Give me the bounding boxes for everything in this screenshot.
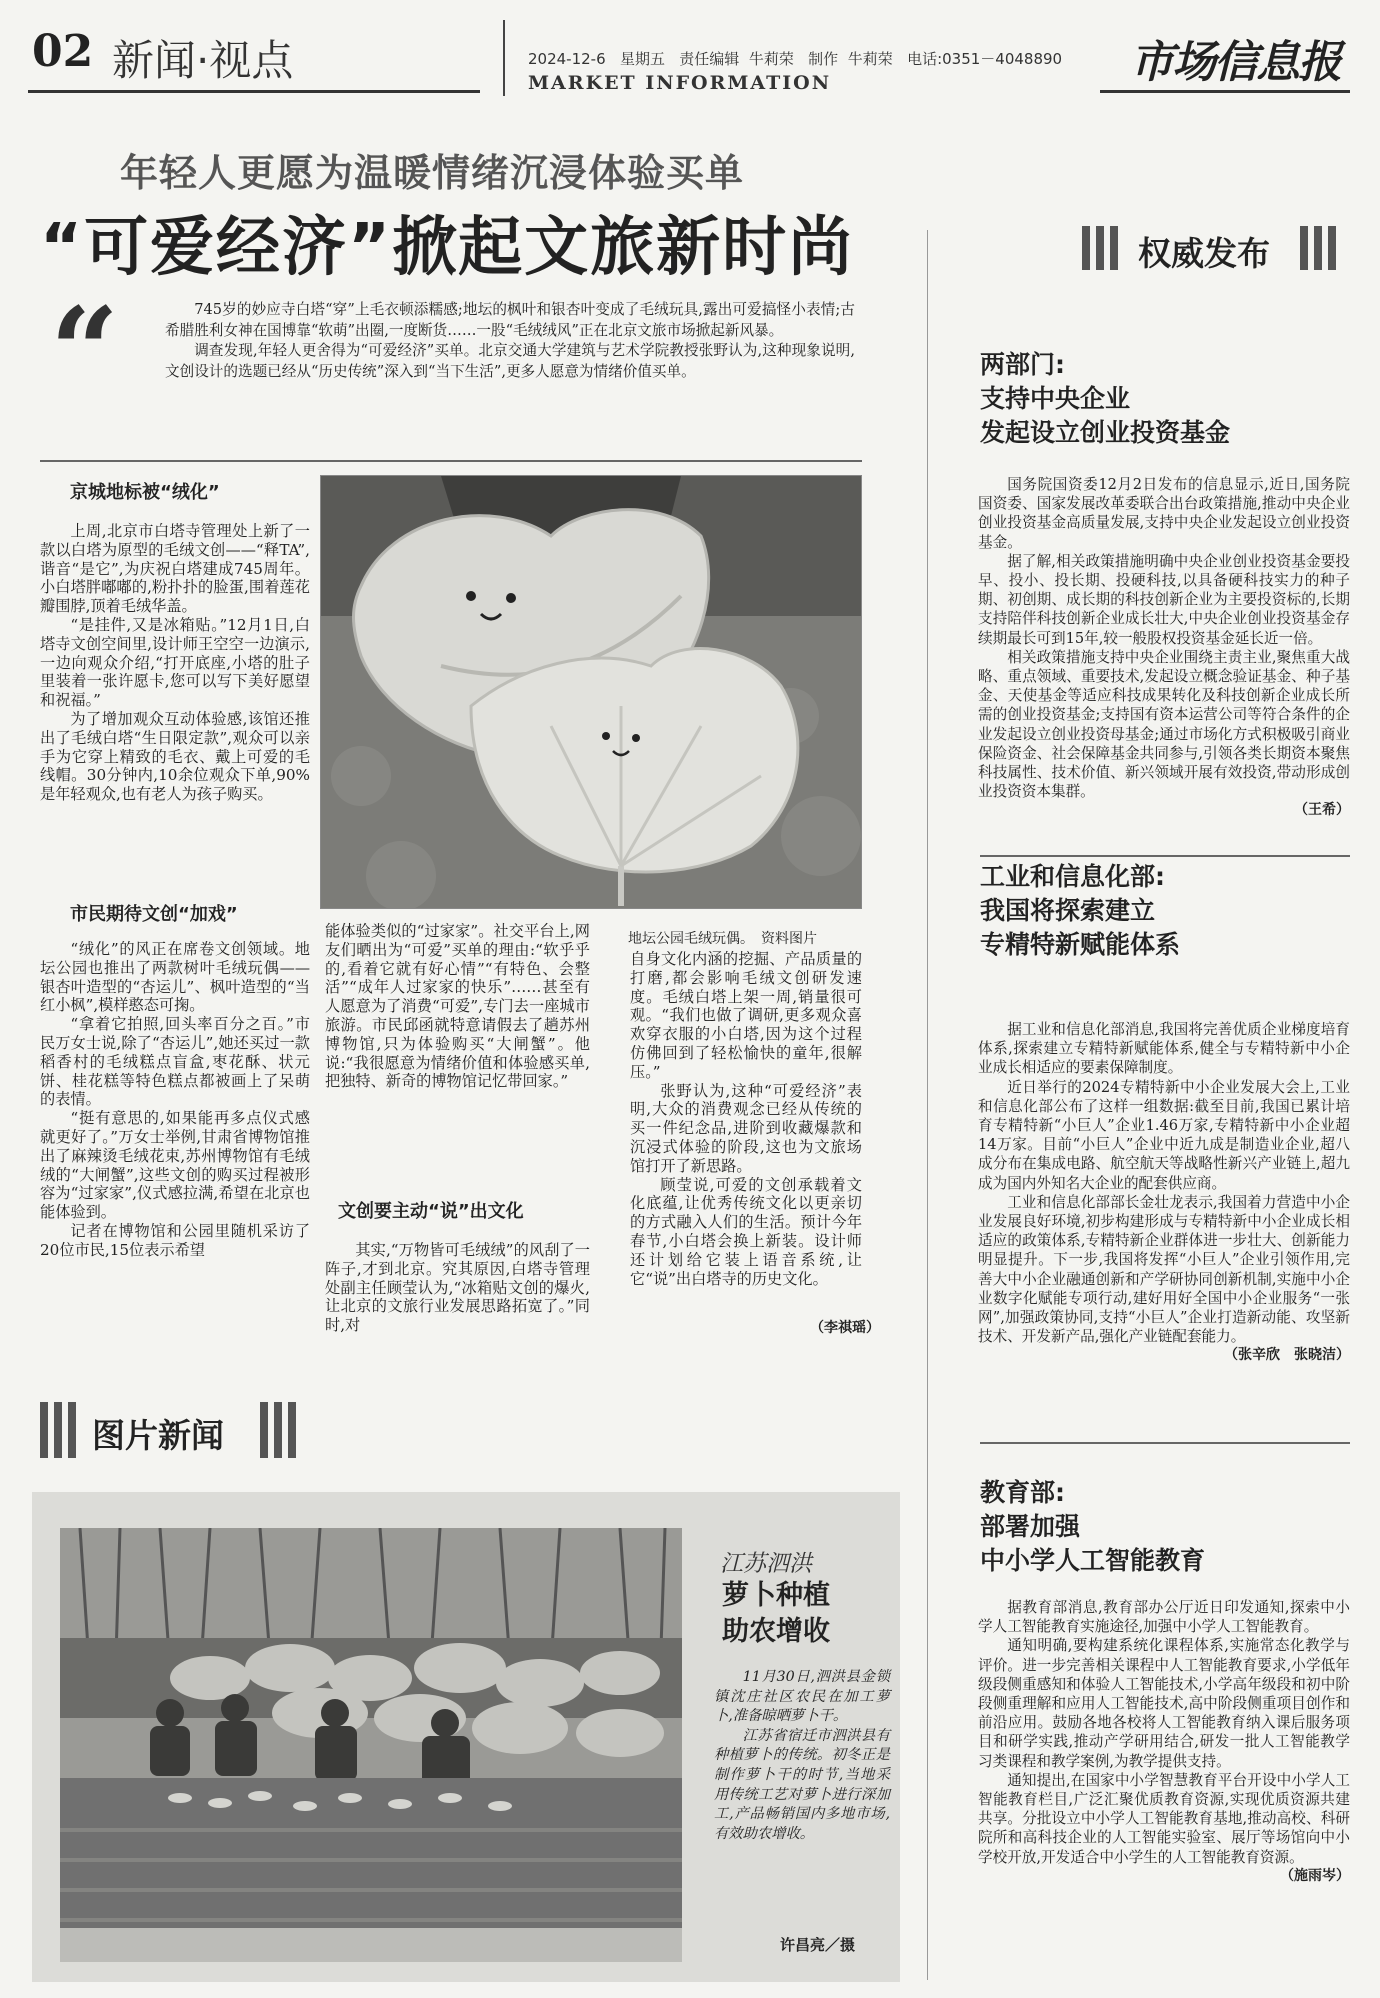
english-masthead: MARKET INFORMATION [528, 72, 832, 94]
phone: 电话:0351－4048890 [907, 50, 1063, 68]
news-byline: （张辛欣 张晓洁） [1224, 1347, 1350, 1364]
paragraph: “绒化”的风正在席卷文创领域。地坛公园也推出了两款树叶毛绒玩偶——银杏叶造型的“杏运儿”、枫叶造型的“当红小枫”,模样憨态可掬。 [40, 940, 310, 1015]
authority-section-title: 权威发布 [1138, 234, 1270, 273]
radish-farm-illustration [60, 1528, 682, 1962]
article-column [40, 522, 310, 804]
headline-line: 支持中央企业 [980, 384, 1131, 413]
section-heading: 文创要主动“说”出文化 [338, 1201, 524, 1222]
paragraph: 能体验类似的“过家家”。社交平台上,网友们晒出为“可爱”买单的理由:“软乎乎的,看着它就有好心情”“有特色、会整活”“成年人过家家的快乐”……甚至有人愿意为了消费“可爱”,专门去一座城市旅游。市民邱函就特意请假去了趟苏州博物馆,只为体验购买“大闸蟹”。他说:“我很愿意为情绪价值和体验感买单,把独特、新奇的博物馆记忆带回家。” [325, 922, 590, 1091]
section-heading: 京城地标被“绒化” [70, 482, 220, 503]
editor-label: 责任编辑 [679, 50, 740, 68]
picture-news-title: 图片新闻 [92, 1416, 224, 1455]
radish-farmers-photo [60, 1528, 682, 1962]
picture-location: 江苏泗洪 [720, 1551, 812, 1577]
headline-line: 发起设立创业投资基金 [980, 418, 1231, 447]
paragraph: 顾莹说,可爱的文创承载着文化底蕴,让优秀传统文化以更亲切的方式融入人们的生活。预计今年春节,小白塔会换上新装。设计师还计划给它装上语音系统,让它“说”出白塔寺的历史文化。 [630, 1175, 862, 1288]
article-lead [165, 300, 855, 382]
headline-line: 助农增收 [722, 1616, 830, 1647]
headline-line: 中小学人工智能教育 [980, 1546, 1206, 1575]
quote-mark-icon: “ [50, 281, 120, 422]
news-headline [980, 1476, 1360, 1578]
paragraph: 上周,北京市白塔寺管理处上新了一款以白塔为原型的毛绒文创——“释TA”,谐音“是它”,为庆祝白塔建成745周年。小白塔胖嘟嘟的,粉扑扑的脸蛋,围着莲花瓣围脖,顶着毛绒华盖。 [40, 522, 310, 616]
paragraph: “挺有意思的,如果能再多点仪式感就更好了。”万女士举例,甘肃省博物馆推出了麻辣烫毛绒花束,苏州博物馆有毛绒绒的“大闸蟹”,这些文创的购买过程被形容为“过家家”,仪式感拉满,希望在北京也能体验到。 [40, 1109, 310, 1222]
news-body [978, 1020, 1350, 1366]
news-byline: （王希） [1294, 802, 1350, 819]
decor-bars-left [1082, 226, 1118, 270]
header-rule-right [1100, 90, 1350, 93]
headline-line: 两部门: [980, 350, 1065, 379]
article-column [40, 940, 310, 1260]
issue-weekday: 星期五 [619, 50, 665, 68]
article-title: “可爱经济”掀起文旅新时尚 [40, 211, 855, 285]
photo-credit: 许昌亮／摄 [780, 1936, 856, 1954]
paragraph: 国务院国资委12月2日发布的信息显示,近日,国务院国资委、国家发展改革委联合出台政策措施,推动中央企业创业投资基金高质量发展,支持中央企业发起设立创业投资基金。 [978, 476, 1350, 551]
header-rule-left [28, 90, 480, 93]
news-divider [980, 855, 1350, 857]
paragraph: 张野认为,这种“可爱经济”表明,大众的消费观念已经从传统的买一件纪念品,进阶到收藏爆款和沉浸式体验的阶段,这也为文旅场馆打开了新思路。 [630, 1081, 862, 1175]
picture-headline [722, 1578, 830, 1650]
lead-divider [40, 460, 862, 462]
news-headline [980, 860, 1360, 962]
news-byline: （施雨岑） [1280, 1867, 1350, 1884]
headline-line: 教育部: [980, 1478, 1065, 1507]
paragraph: “是挂件,又是冰箱贴。”12月1日,白塔寺文创空间里,设计师王空空一边演示,一边向观众介绍,“打开底座,小塔的肚子里装着一张许愿卡,您可以写下美好愿望和祝福。” [40, 615, 310, 710]
paragraph: 为了增加观众互动体验感,该馆还推出了毛绒白塔“生日限定款”,观众可以亲手为它穿上精致的毛衣、戴上可爱的毛线帽。30分钟内,10余位观众下单,90%是年轻观众,也有老人为孩子购买。 [40, 709, 310, 804]
paragraph: 通知提出,在国家中小学智慧教育平台开设中小学人工智能教育栏目,广泛汇聚优质教育资源,实现优质资源共建共享。分批设立中小学人工智能教育基地,推动高校、科研院所和高科技企业的人工智能实验室、展厅等场馆向中小学校开放,开发适合中小学生的人工智能教育资源。 [978, 1771, 1350, 1866]
paragraph: 据教育部消息,教育部办公厅近日印发通知,探索中小学人工智能教育实施途径,加强中小学人工智能教育。 [978, 1599, 1350, 1636]
decor-bars-right [1300, 226, 1336, 270]
plush-leaf-illustration [321, 476, 861, 908]
paragraph: 据了解,相关政策措施明确中央企业创业投资基金要投早、投小、投长期、投硬科技,以具备硬科技实力的种子期、初创期、成长期的科技创新企业为主要投资标的,长期支持陪伴科技创新企业成长壮大,中央企业创业投资基金存续期最长可到15年,较一般股权投资基金延长近一倍。 [978, 552, 1350, 647]
news-body [978, 475, 1350, 821]
issue-date: 2024-12-6 [528, 50, 606, 68]
headline-line: 部署加强 [980, 1512, 1081, 1541]
news-body [978, 1598, 1350, 1886]
newspaper-logo: 市场信息报 [1130, 37, 1340, 88]
page-number: 02 [32, 26, 94, 77]
article-byline: （李祺瑶） [810, 1320, 880, 1336]
photo-caption: 地坛公园毛绒玩偶。 资料图片 [628, 931, 817, 947]
section-heading: 市民期待文创“加戏” [70, 904, 238, 925]
paragraph: 自身文化内涵的挖掘、产品质量的打磨,都会影响毛绒文创研发速度。毛绒白塔上架一周,销量很可观。“我们也做了调研,更多观众喜欢穿衣服的小白塔,因为这个过程仿佛回到了轻松愉快的童年,很解压。” [630, 950, 862, 1081]
paragraph: 相关政策措施支持中央企业围绕主责主业,聚焦重大战略、重点领域、重要技术,发起设立概念验证基金、种子基金、天使基金等适应科技成果转化及科技创新企业成长所需的创业投资基金;支持国有资本运营公司等符合条件的企业发起设立创业投资母基金;通过市场化方式积极吸引商业保险资金、社会保障基金共同参与,引领各类长期资本聚焦科技属性、技术价值、新兴领域开展有效投资,带动形成创业投资资本集群。 [978, 648, 1350, 801]
article-column [630, 950, 862, 1288]
article-column [325, 1241, 590, 1335]
decor-bars-right [260, 1402, 296, 1458]
article-column [325, 922, 590, 1091]
paragraph: 通知明确,要构建系统化课程体系,实施常态化教学与评价。进一步完善相关课程中人工智能教育要求,小学低年级段侧重感知和体验人工智能技术,小学高年级段和初中阶段侧重理解和应用人工智能技术,高中阶段侧重项目创作和前沿应用。鼓励各地各校将人工智能教育纳入课后服务项目和研学实践,推动产学研用结合,研发一批人工智能教学习类课程和教学案例,为教学提供支持。 [978, 1637, 1350, 1770]
editor-name: 牛莉荣 [748, 50, 794, 68]
section-name: 新闻·视点 [112, 36, 294, 85]
paragraph: 记者在博物馆和公园里随机采访了20位市民,15位表示希望 [40, 1221, 310, 1259]
header-divider [503, 20, 505, 96]
paragraph: “拿着它拍照,回头率百分之百。”市民万女士说,除了“杏运儿”,她还买过一款稻香村的毛绒糕点盲盒,枣花酥、状元饼、桂花糕等特色糕点都被画上了呆萌的表情。 [40, 1015, 310, 1109]
paragraph: 据工业和信息化部消息,我国将完善优质企业梯度培育体系,探索建立专精特新赋能体系,健全与专精特新中小企业成长相适应的要素保障制度。 [978, 1021, 1350, 1077]
picture-caption [714, 1668, 890, 1844]
producer-name: 牛莉荣 [847, 50, 893, 68]
plush-leaf-photo [320, 475, 862, 909]
news-divider [980, 1442, 1350, 1444]
paragraph: 其实,“万物皆可毛绒绒”的风刮了一阵子,才到北京。究其原因,白塔寺管理处副主任顾莹认为,“冰箱贴文创的爆火,让北京的文旅行业发展思路拓宽了。”同时,对 [325, 1241, 590, 1335]
decor-bars-left [40, 1402, 76, 1458]
lead-paragraph: 745岁的妙应寺白塔“穿”上毛衣顿添糯感;地坛的枫叶和银杏叶变成了毛绒玩具,露出可爱搞怪小表情;古希腊胜利女神在国博靠“软萌”出圈,一度断货……一股“毛绒绒风”正在北京文旅市场掀起新风暴。 [165, 301, 855, 339]
producer-label: 制作 [808, 50, 839, 68]
headline-line: 我国将探索建立 [980, 896, 1156, 925]
lead-paragraph: 调查发现,年轻人更舍得为“可爱经济”买单。北京交通大学建筑与艺术学院教授张野认为,这种现象说明,文创设计的选题已经从“历史传统”深入到“当下生活”,更多人愿意为情绪价值买单。 [165, 342, 855, 380]
paragraph: 江苏省宿迁市泗洪县有种植萝卜的传统。初冬正是制作萝卜干的时节,当地采用传统工艺对萝卜进行深加工,产品畅销国内多地市场,有效助农增收。 [714, 1727, 890, 1842]
headline-line: 工业和信息化部: [980, 862, 1165, 891]
paragraph: 11月30日,泗洪县金锁镇沈庄社区农民在加工萝卜,准备晾晒萝卜干。 [714, 1669, 890, 1725]
article-subtitle: 年轻人更愿为温暖情绪沉浸体验买单 [120, 150, 745, 195]
column-divider [927, 230, 928, 1980]
header-meta [528, 48, 1062, 69]
paragraph: 近日举行的2024专精特新中小企业发展大会上,工业和信息化部公布了这样一组数据:截至目前,我国已累计培育专精特新“小巨人”企业1.46万家,专精特新中小企业超14万家。目前“小巨人”企业中近九成是制造业企业,超八成分布在集成电路、航空航天等战略性新兴产业链上,超九成为国内外知名大企业的配套供应商。 [978, 1078, 1350, 1192]
headline-line: 专精特新赋能体系 [980, 930, 1181, 959]
headline-line: 萝卜种植 [722, 1580, 830, 1611]
news-headline [980, 348, 1360, 450]
paragraph: 工业和信息化部部长金壮龙表示,我国着力营造中小企业发展良好环境,初步构建形成与专精特新中小企业成长相适应的政策体系,专精特新企业群体进一步壮大、创新能力明显提升。下一步,我国将发挥“小巨人”企业引领作用,完善大中小企业融通创新和产学研协同创新机制,实施中小企业数字化赋能专项行动,建好用好全国中小企业服务“一张网”,加强政策协同,支持“小巨人”企业打造新动能、攻坚新技术、开发新产品,强化产业链配套能力。 [978, 1193, 1350, 1346]
